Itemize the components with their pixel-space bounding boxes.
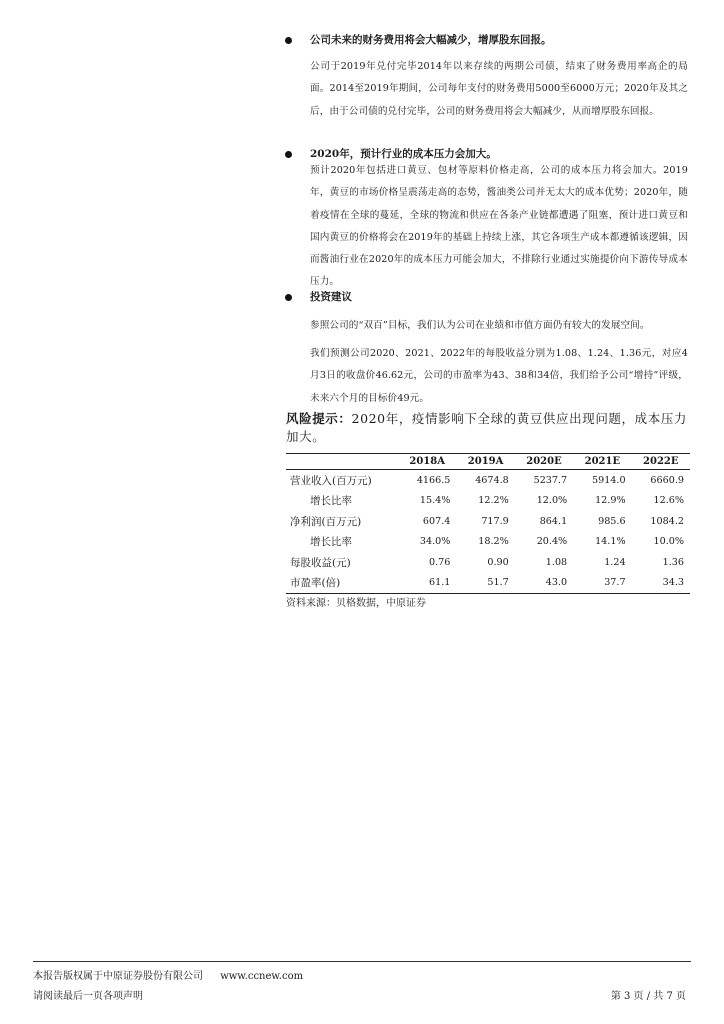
bullet-dot-icon (285, 294, 292, 301)
table-cell: 14.1% (595, 536, 626, 548)
table-cell: 0.76 (429, 556, 451, 568)
section-heading: 公司未来的财务费用将会大幅减少，增厚股东回报。 (310, 34, 552, 46)
table-cell: 1.24 (604, 556, 626, 568)
table-cell: 5237.7 (533, 474, 568, 486)
table-cell: 607.4 (422, 515, 451, 527)
table-cell: 4166.5 (416, 474, 451, 486)
row-label: 增长比率 (310, 495, 352, 508)
table-cell: 61.1 (398, 573, 456, 594)
table-row (286, 552, 690, 573)
table-cell: 43.0 (515, 573, 573, 594)
table-cell: 15.4% (419, 495, 451, 507)
section-paragraph: 预计2020年包括进口黄豆、包材等原料价格走高，公司的成本压力将会加大。2019年，黄豆的市场价格呈震荡走高的态势，酱油类公司并无太大的成本优势；2020年，随着疫情在全球的蔓延，全球的物流和供应在各条产业链都遭遇了阻塞，预计进口黄豆和国内黄豆的价格将会在2019年的基础上持续上涨，其它各项生产成本都遵循该逻辑，因而酱油行业在2020年的成本压力可能会加大，不排除行业通过实施提价向下游传导成本压力。 (310, 165, 688, 288)
section-heading: 投资建议 (310, 291, 352, 303)
risk-label: 风险提示： (286, 411, 352, 426)
page-number: 第 3 页 / 共 7 页 (610, 991, 686, 1002)
table-cell: 717.9 (481, 515, 509, 527)
table-cell: 12.2% (478, 495, 509, 507)
table-cell: 12.9% (595, 495, 626, 507)
table-row (286, 511, 690, 532)
table-cell: 34.0% (419, 536, 451, 548)
table-source: 资料来源：贝格数据，中原证券 (286, 598, 426, 609)
risk-note (286, 410, 690, 446)
table-cell: 37.7 (573, 573, 631, 594)
section-paragraph: 我们预测公司2020、2021、2022年的每股收益分别为1.08、1.24、1.36元，对应4月3日的收盘价46.62元，公司的市盈率为43、38和34倍，我们给予公司“增持”评级，未来六个月的目标价49元。 (310, 348, 688, 404)
table-row (286, 470, 690, 491)
row-label: 市盈率(倍) (286, 573, 398, 594)
forecast-table (286, 453, 690, 594)
table-cell: 18.2% (478, 536, 509, 548)
table-cell: 4674.8 (475, 474, 509, 486)
table-cell: 0.90 (487, 556, 509, 568)
table-cell: 5914.0 (591, 474, 626, 486)
copyright-text: 本报告版权属于中原证券股份有限公司 (33, 971, 203, 982)
table-row (286, 491, 690, 512)
risk-text: 2020年，疫情影响下全球的黄豆供应出现问题，成本压力加大。 (286, 411, 688, 444)
table-cell: 12.6% (653, 495, 684, 507)
table-row (286, 573, 690, 594)
row-label: 净利润(百万元) (290, 515, 362, 528)
row-label: 每股收益(元) (290, 556, 351, 569)
footer-disclaimer-note: 请阅读最后一页各项声明 (33, 991, 143, 1002)
section-heading: 2020年，预计行业的成本压力会加大。 (310, 148, 497, 160)
table-cell: 1.08 (545, 556, 568, 568)
row-label: 增长比率 (310, 536, 352, 549)
table-cell: 1.36 (662, 556, 684, 568)
table-header-cell: 2018A (398, 454, 456, 470)
table-header-cell: 2020E (515, 454, 573, 470)
table-header-cell: 2022E (632, 454, 690, 470)
table-header-row (286, 454, 690, 470)
table-cell: 864.1 (539, 515, 568, 527)
table-header-cell: 2021E (573, 454, 631, 470)
table-cell: 12.0% (536, 495, 568, 507)
footer-divider (33, 961, 691, 962)
table-row (286, 532, 690, 553)
table-header-cell: 2019A (456, 454, 514, 470)
table-cell: 6660.9 (650, 474, 684, 486)
table-cell: 51.7 (456, 573, 514, 594)
table-cell: 985.6 (598, 515, 626, 527)
bullet-dot-icon (285, 37, 292, 44)
bullet-dot-icon (285, 151, 292, 158)
website-link[interactable]: www.ccnew.com (220, 971, 304, 982)
section-paragraph: 参照公司的“双百”目标，我们认为公司在业绩和市值方面仍有较大的发展空间。 (310, 320, 650, 331)
footer-copyright (33, 967, 303, 982)
table-cell: 34.3 (632, 573, 690, 594)
table-cell: 10.0% (653, 536, 684, 548)
row-label: 营业收入(百万元) (290, 474, 372, 487)
table-cell: 20.4% (536, 536, 568, 548)
table-cell: 1084.2 (650, 515, 684, 527)
table-header-cell (286, 454, 398, 470)
section-paragraph: 公司于2019年兑付完毕2014年以来存续的两期公司债，结束了财务费用率高企的局面。2014至2019年期间，公司每年支付的财务费用5000至6000万元；2020年及其之后，由于公司债的兑付完毕，公司的财务费用将会大幅减少，从而增厚股东回报。 (310, 61, 688, 117)
